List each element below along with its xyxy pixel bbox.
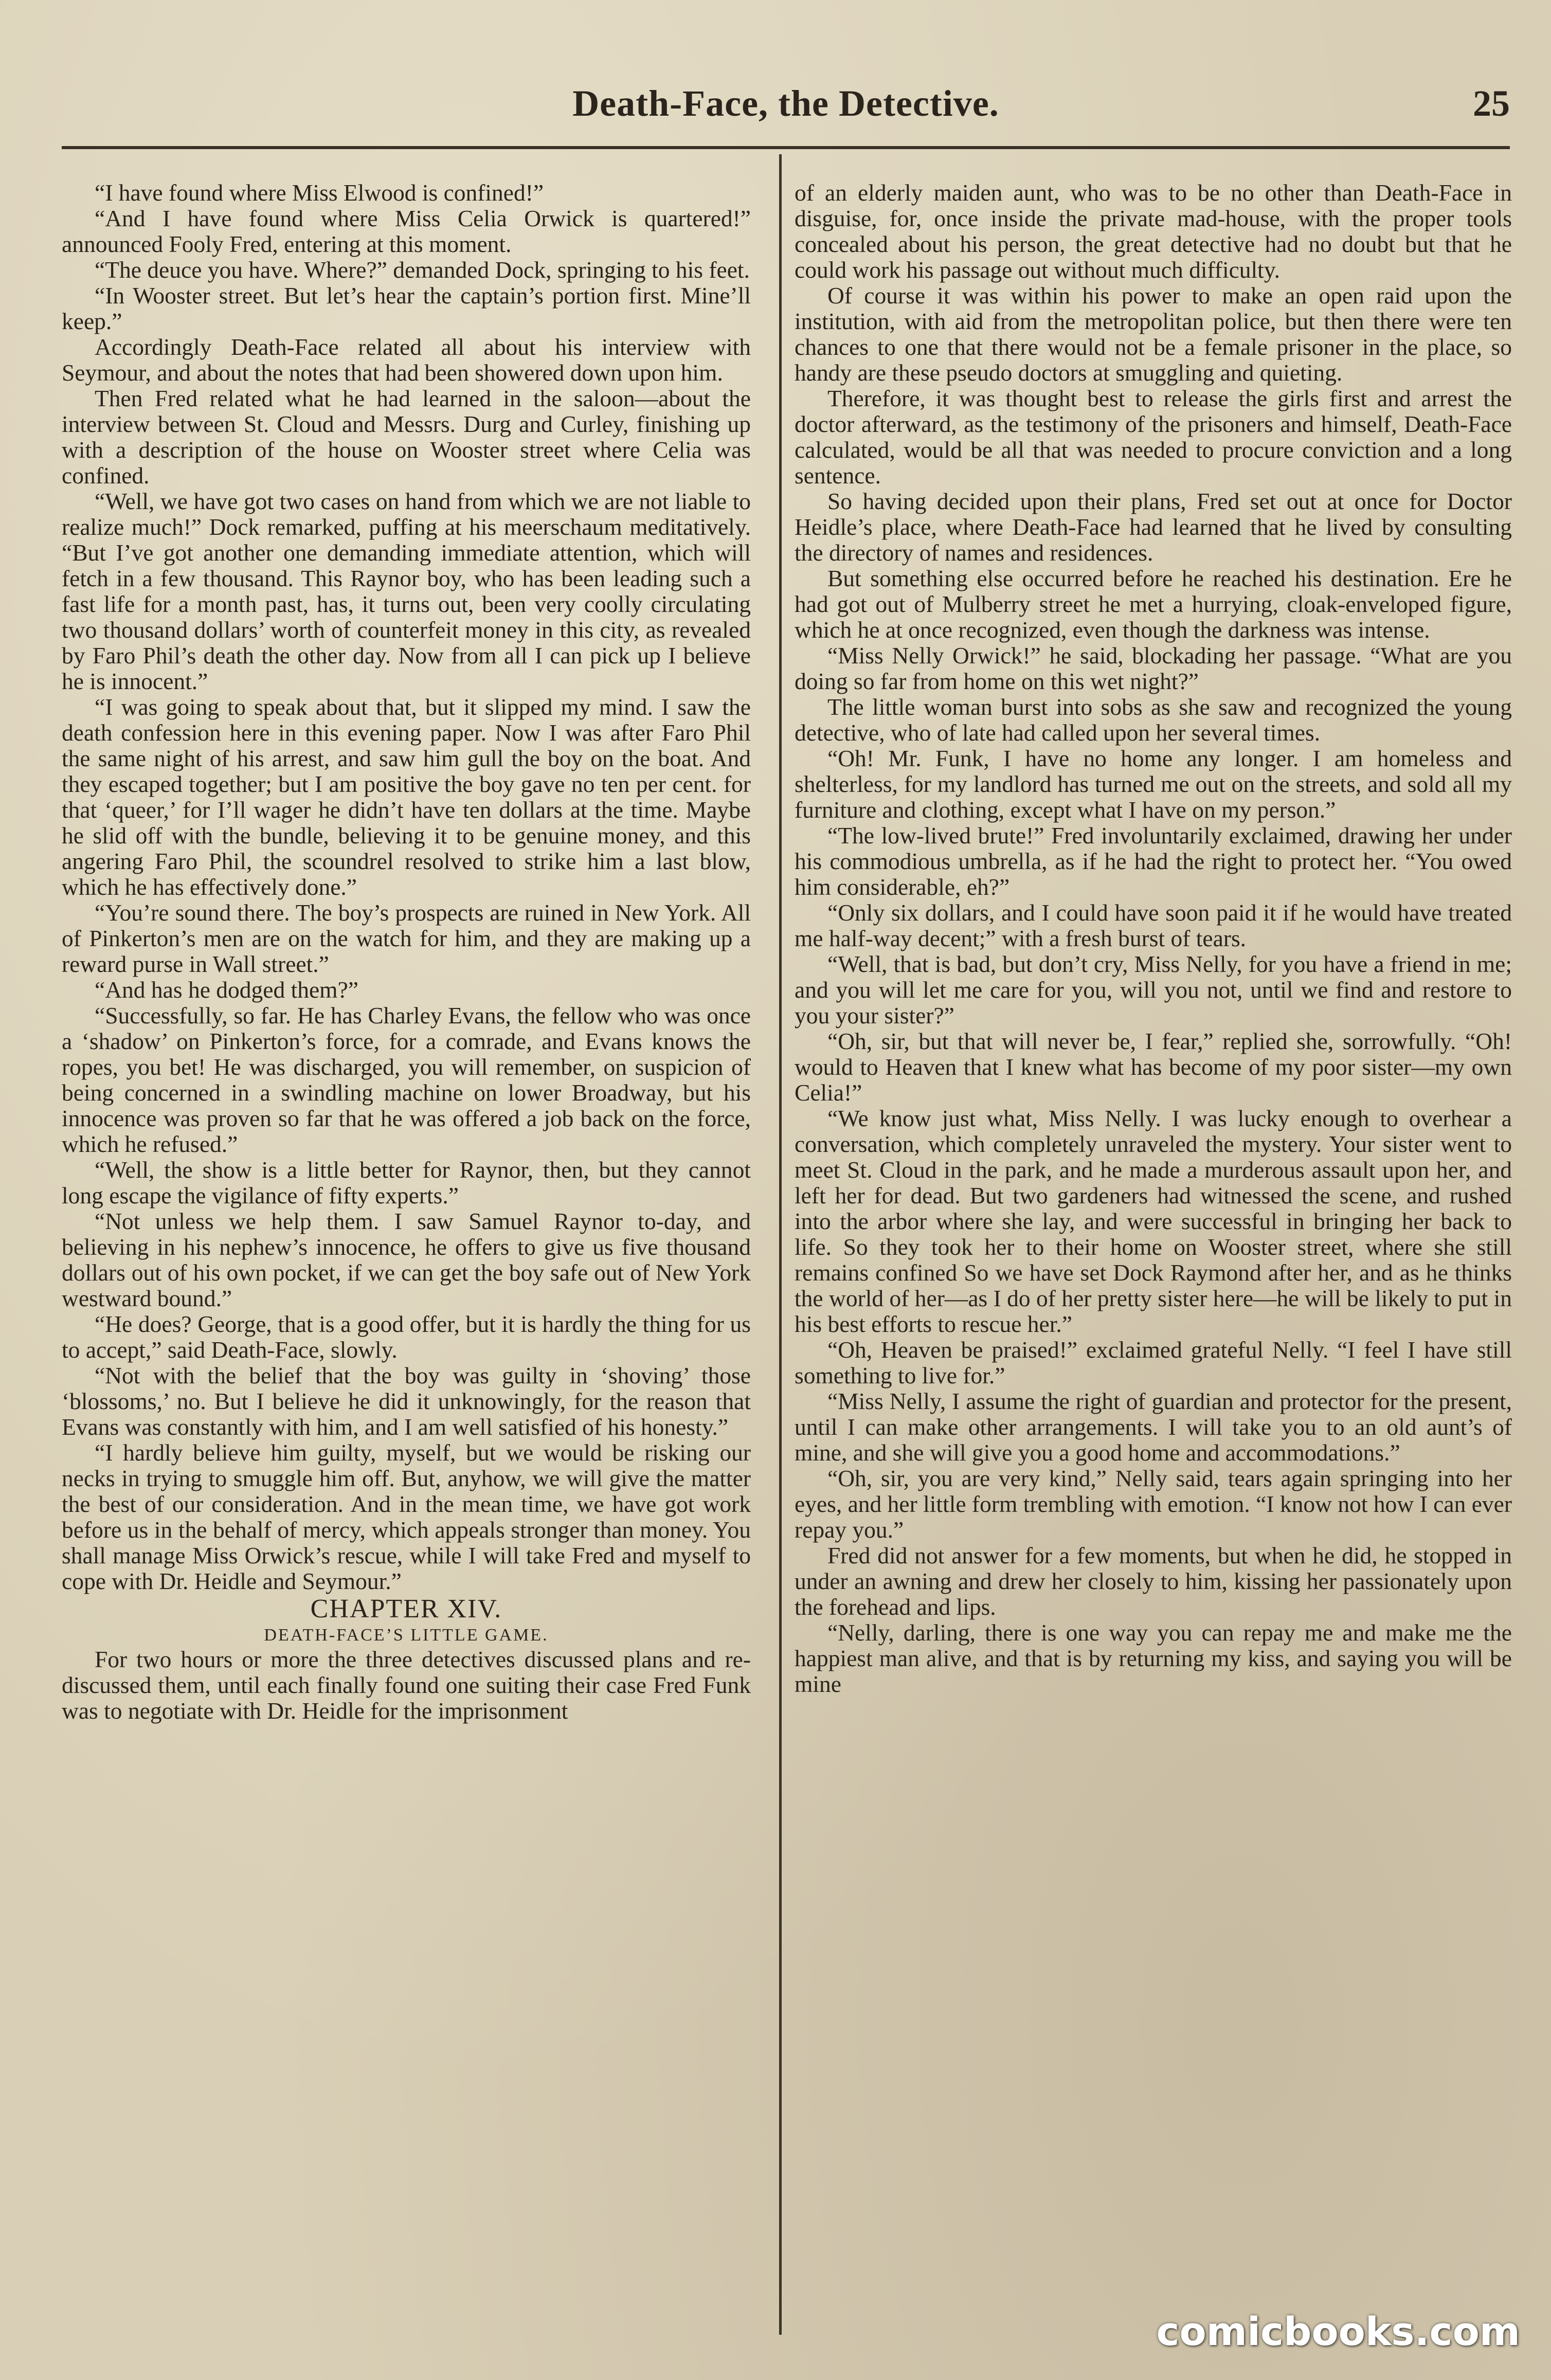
paragraph: So having decided upon their plans, Fred set out at once for Doctor Heidle’s place, where Death-Face had learned that he lived by consulting the directory of names and residences.	[795, 488, 1512, 566]
continued-paragraph: of an elderly maiden aunt, who was to be no other than Death-Face in disguise, for, once inside the private mad-house, with the proper tools concealed about his person, the great detective had no doubt but that he could work his passage out without much difficulty.	[795, 179, 1512, 283]
paragraph: “Oh, sir, but that will never be, I fear,” replied she, sorrowfully. “Oh! would to Heaven that I knew what has become of my poor sister—my own Celia!”	[795, 1028, 1512, 1106]
page-header	[62, 77, 1510, 134]
paragraph: “We know just what, Miss Nelly. I was lucky enough to overhear a conversation, which completely unraveled the mystery. Your sister went to meet St. Cloud in the park, and he made a murderous assault upon her, and left her for dead. But two gardeners had witnessed the scene, and rushed into the arbor where she lay, and were successful in bringing her back to life. So they took her to their home on Wooster street, where she still remains confined So we have set Dock Raymond after her, and as he thinks the world of her—as I do of her pretty sister here—he will be likely to put in his best efforts to rescue her.”	[795, 1105, 1512, 1337]
paragraph: “Miss Nelly Orwick!” he said, blockading her passage. “What are you doing so far from home on this wet night?”	[795, 642, 1512, 694]
paragraph: “Oh! Mr. Funk, I have no home any longer. I am homeless and shelterless, for my landlord has turned me out on the streets, and sold all my furniture and clothing, except what I have on my person.”	[795, 745, 1512, 823]
paragraph: “Successfully, so far. He has Charley Evans, the fellow who was once a ‘shadow’ on Pinkerton’s force, for a comrade, and Evans knows the ropes, you bet! He was discharged, you will remember, on suspicion of being concerned in a swindling machine on lower Broadway, but his innocence was proven so far that he was offered a job back on the force, which he refused.”	[62, 1002, 751, 1157]
paragraph: “Well, that is bad, but don’t cry, Miss Nelly, for you have a friend in me; and you will let me care for you, will you not, until we find and restore to you your sister?”	[795, 951, 1512, 1029]
paragraph: “Only six dollars, and I could have soon paid it if he would have treated me half-way decent;” with a fresh burst of tears.	[795, 899, 1512, 951]
chapter-subtitle: DEATH-FACE’S LITTLE GAME.	[264, 1626, 549, 1645]
paragraph: Of course it was within his power to make an open raid upon the institution, with aid from the metropolitan police, but then there were ten chances to one that there would not be a female prisoner in the place, so handy are these pseudo doctors at smuggling and quieting.	[795, 282, 1512, 386]
paragraph: “And has he dodged them?”	[95, 977, 358, 1003]
page-number: 25	[1473, 83, 1510, 124]
paragraph: “In Wooster street. But let’s hear the captain’s portion first. Mine’ll keep.”	[62, 282, 751, 334]
paragraph: Then Fred related what he had learned in the saloon—about the interview between St. Cloud and Messrs. Durg and Curley, finishing up with a description of the house on Wooster street where Celia was confined.	[62, 385, 751, 489]
paragraph: Fred did not answer for a few moments, but when he did, he stopped in under an awning and drew her closely to him, kissing her passionately upon the forehead and lips.	[795, 1542, 1512, 1620]
paragraph: The little woman burst into sobs as she saw and recognized the young detective, who of late had called upon her several times.	[795, 694, 1512, 746]
paragraph: But something else occurred before he reached his destination. Ere he had got out of Mulberry street he met a hurrying, cloak-enveloped figure, which he at once recognized, even though the darkness was intense.	[795, 565, 1512, 643]
paragraph: “He does? George, that is a good offer, but it is hardly the thing for us to accept,” said Death-Face, slowly.	[62, 1311, 751, 1363]
paragraph: “I have found where Miss Elwood is confined!”	[95, 179, 544, 206]
paragraph: “The deuce you have. Where?” demanded Dock, springing to his feet.	[95, 257, 750, 283]
paragraph: “Well, we have got two cases on hand from which we are not liable to realize much!” Dock remarked, puffing at his meerschaum meditatively. “But I’ve got another one demanding immediate attention, which will fetch in a few thousand. This Raynor boy, who has been leading such a fast life for a month past, has, it turns out, been very coolly circulating two thousand dollars’ worth of counterfeit money in this city, as revealed by Faro Phil’s death the other day. Now from all I can pick up I believe he is innocent.”	[62, 488, 751, 694]
header-rule	[62, 146, 1510, 149]
paragraph: “Not unless we help them. I saw Samuel Raynor to-day, and believing in his nephew’s innocence, he offers to give us five thousand dollars out of his own pocket, if we can get the boy safe out of New York westward bound.”	[62, 1208, 751, 1311]
paragraph: “And I have found where Miss Celia Orwick is quartered!” announced Fooly Fred, entering at this moment.	[62, 205, 751, 257]
left-column	[62, 180, 751, 1724]
chapter-title: CHAPTER XIV.	[310, 1594, 502, 1624]
paragraph: Accordingly Death-Face related all about his interview with Seymour, and about the notes that had been showered down upon him.	[62, 334, 751, 386]
running-title: Death-Face, the Detective.	[572, 83, 999, 124]
paragraph: “Well, the show is a little better for Raynor, then, but they cannot long escape the vigilance of fifty experts.”	[62, 1157, 751, 1209]
right-column	[795, 180, 1512, 1697]
column-divider	[779, 154, 782, 2335]
watermark-logo: comicbooks.com	[1156, 2309, 1520, 2354]
paragraph: Therefore, it was thought best to release the girls first and arrest the doctor afterward, as the testimony of the prisoners and himself, Death-Face calculated, would be all that was needed to procure conviction and a long sentence.	[795, 385, 1512, 489]
paragraph: “I hardly believe him guilty, myself, but we would be risking our necks in trying to smuggle him off. But, anyhow, we will give the matter the best of our consideration. And in the mean time, we have got work before us in the behalf of mercy, which appeals stronger than money. You shall manage Miss Orwick’s rescue, while I will take Fred and myself to cope with Dr. Heidle and Seymour.”	[62, 1439, 751, 1594]
paragraph: “Oh, Heaven be praised!” exclaimed grateful Nelly. “I feel I have still something to live for.”	[795, 1337, 1512, 1389]
paragraph: “Oh, sir, you are very kind,” Nelly said, tears again springing into her eyes, and her little form trembling with emotion. “I know not how I can ever repay you.”	[795, 1465, 1512, 1543]
paragraph: “Miss Nelly, I assume the right of guardian and protector for the present, until I can make other arrangements. I will take you to an old aunt’s of mine, and she will give you a good home and accommodations.”	[795, 1388, 1512, 1466]
paragraph: “The low-lived brute!” Fred involuntarily exclaimed, drawing her under his commodious umbrella, as if he had the right to protect her. “You owed him considerable, eh?”	[795, 822, 1512, 900]
paragraph: “Nelly, darling, there is one way you can repay me and make me the happiest man alive, and that is by returning my kiss, and saying you will be mine	[795, 1619, 1512, 1697]
paragraph: “I was going to speak about that, but it slipped my mind. I saw the death confession here in this evening paper. Now I was after Faro Phil the same night of his arrest, and saw him gull the boy on the boat. And they escaped together; but I am positive the boy gave no ten per cent. for that ‘queer,’ for I’ll wager he didn’t have ten dollars at the time. Maybe he slid off with the bundle, believing it to be genuine money, and this angering Faro Phil, the scoundrel resolved to strike him a last blow, which he has effectively done.”	[62, 694, 751, 900]
paragraph: “You’re sound there. The boy’s prospects are ruined in New York. All of Pinkerton’s men are on the watch for him, and they are making up a reward purse in Wall street.”	[62, 899, 751, 977]
paragraph: “Not with the belief that the boy was guilty in ‘shoving’ those ‘blossoms,’ no. But I believe he did it unknowingly, for the reason that Evans was constantly with him, and I am well satisfied of his honesty.”	[62, 1362, 751, 1440]
chapter-opening-paragraph: For two hours or more the three detectives discussed plans and re-discussed them, until each finally found one suiting their case Fred Funk was to negotiate with Dr. Heidle for the imprisonment	[62, 1646, 751, 1724]
